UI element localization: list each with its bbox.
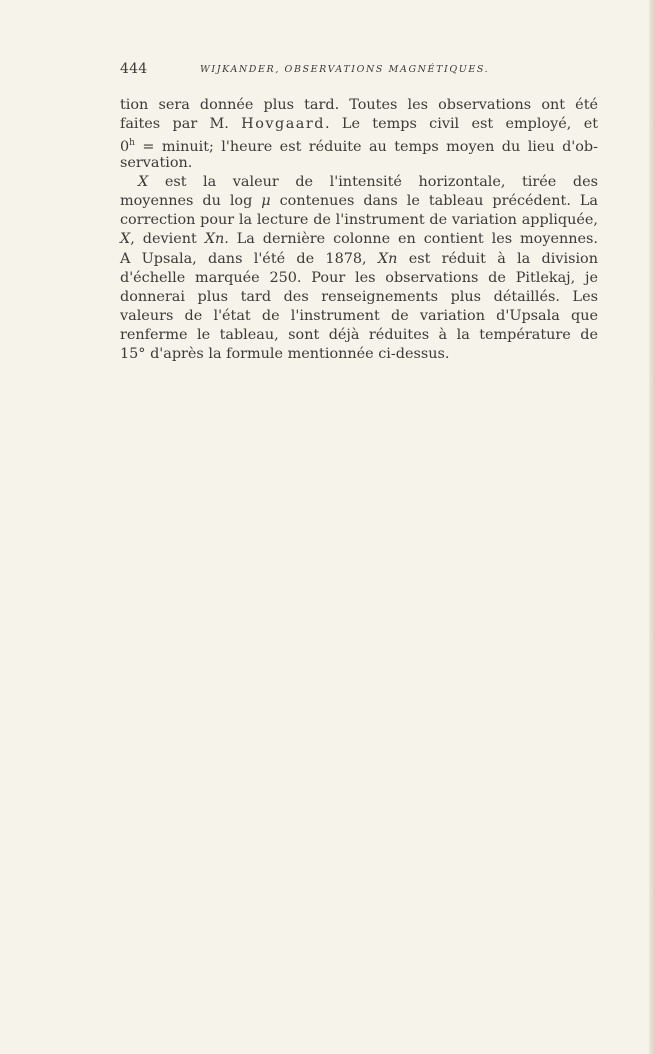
symbol-mu: μ [261,192,271,209]
text-run: faites par M. [120,116,242,133]
variable-xn: Xn [204,231,225,248]
paragraph-2-line-4 [120,230,598,249]
text-run: , devient [130,231,205,248]
running-header [120,61,600,81]
page-number: 444 [120,61,148,77]
paragraph-2-line-7: donnerai plus tard des renseignements plus détaillés. Les [120,288,598,305]
text-run: A Upsala, dans l'été de 1878, [120,250,378,267]
paragraph-2-line-1 [120,173,598,192]
paragraph-2-line-5 [120,250,598,269]
text-run: est réduit à la division [397,250,598,267]
paragraph-1-line-3 [120,134,598,156]
text-run: contenues dans le tableau précédent. La [270,192,598,209]
running-title: WIJKANDER, OBSERVATIONS MAGNÉTIQUES. [200,64,490,75]
paragraph-2-line-3: correction pour la lecture de l'instrument de variation appliquée, [120,212,598,229]
paragraph-2-line-2 [120,192,598,211]
body-text [120,96,598,365]
text-run: moyennes du log [120,192,262,209]
paragraph-1-line-4: servation. [120,154,193,171]
paragraph-1-line-1: tion sera donnée plus tard. Toutes les observations ont été [120,97,598,113]
hour-superscript: h [129,138,135,149]
text-run: . La dernière colonne en contient les moyennes. [224,231,598,248]
text-run: est la valeur de l'intensité horizontale, tirée des [148,173,598,190]
person-name: Hovgaard [241,116,325,133]
variable-x: X [120,231,131,248]
paragraph-1-line-2 [120,115,598,134]
variable-x: X [138,173,149,190]
text-run: 0 [120,139,130,156]
paragraph-2-line-10: 15° d'après la formule mentionnée ci-dessus. [120,346,450,363]
text-run: . Le temps civil est employé, et [324,116,598,133]
paragraph-2-line-8: valeurs de l'état de l'instrument de variation d'Upsala que [120,308,598,325]
paragraph-2-line-9: renferme le tableau, sont déjà réduites à la température de [120,327,598,344]
paragraph-2-line-6: d'échelle marquée 250. Pour les observations de Pitlekaj, je [120,269,598,286]
variable-xn: Xn [377,250,398,267]
page-edge-shadow [649,0,655,1054]
text-run: = minuit; l'heure est réduite au temps moyen du lieu d'ob- [134,139,598,156]
